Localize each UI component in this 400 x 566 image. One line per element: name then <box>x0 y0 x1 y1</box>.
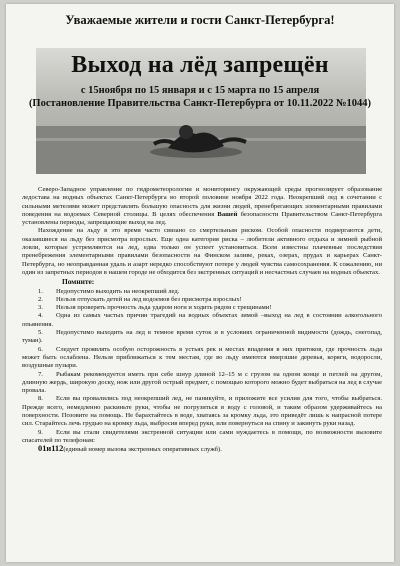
emergency-phone-numbers: 01и112 <box>38 444 64 454</box>
remember-heading: Помните: <box>62 277 95 287</box>
risk-paragraph: Нахождение на льду в это время часто связано со смертельным риском. Особой опасности подвергаются дети, оказавшиеся на льду без присмотра взрослых. Еще одна категория риска – любители активного отдыха и зимней рыбной ловли, которые устремляются на лед, едва только он успеет установиться. Всем известны плачевные последствия пренебрежения элементарными правилами безопасности на Финском заливе, реках, озерах, прудах и карьерах Санкт-Петербурга, но неоправданная удаль и азарт нередко способствуют потере у людей чувства самосохранения. К сожалению, ни один из запретных периодов в нашем городе не обходится без экстренных ситуаций и несчастных случаев на водных объектах. <box>22 227 382 276</box>
emergency-phone-line <box>22 445 382 454</box>
notice-body <box>22 186 382 455</box>
list-item: 4. Одна из самых частых причин трагедий на водных объектах зимой –выход на лед в состоянии алкогольного опьянения. <box>22 312 382 328</box>
list-item: 7. Рыбакам рекомендуется иметь при себе шнур длиной 12–15 м с грузом на одном конце и петлей на другом, длинную жердь, широкую доску, нож или другой острый предмет, с помощью которого можно будет выбраться на лед в случае провала. <box>22 370 382 395</box>
notice-sheet <box>6 4 394 562</box>
list-item: 6. Следует проявлять особую осторожность в устьях рек и местах впадения в них притоков, где прочность льда может быть ослаблена. Нельзя приближаться к тем местам, где во льду имеются вмерзшие деревья, коряги, водоросли, воздушные пузыри. <box>22 345 382 370</box>
list-item: 3. Нельзя проверять прочность льда ударом ноги и ходить рядом с трещинами! <box>38 304 272 312</box>
ban-dates: с 15ноября по 15 января и с 15 марта по 15 апреля <box>80 85 320 96</box>
emphasis-your: Вашей <box>217 210 238 218</box>
intro-paragraph: Северо-Западное управление по гидрометеорологии и мониторингу окружающей среды прогнозирует образование ледостава на водных объектах Санкт-Петербурга во второй половине ноября 2022 года. Неокрепший лед в сочетании с сильными метелями может представлять большую опасность для жизни людей, пренебрегающих элементарными правилами поведения на водоемах Северной столицы. В целях обеспечения Вашей безопасности Правительством Санкт-Петербурга установлены периоды, запрещающие выход на лед. <box>22 186 382 227</box>
list-item: 5. Недопустимо выходить на лед в темное время суток и в условиях ограниченной видимости (дождь, снегопад, туман). <box>22 329 382 345</box>
list-item: 8. Если вы провалились под неокрепший лед, не паникуйте, и приложите все усилия для того, чтобы выбраться. Прежде всего, немедленно раскиньте руки, чтобы не погрузиться в воду с головой, и таким образом удерживайтесь на поверхности. Позовите на помощь. Не барахтайтесь в воде, хватаясь за кромку льда, это приведёт лишь к напрасной потере сил. Старайтесь лечь грудью на кромку льда, выбросив вперед руки, или повернуться на спину и закинуть руки назад. <box>22 395 382 428</box>
greeting-heading: Уважаемые жители и гости Санкт-Петербурга! <box>65 13 335 27</box>
list-item: 9. Если вы стали свидетелями экстренной ситуации или сами нуждаетесь в помощи, по возможности вызовите спасателей по телефонам: <box>22 428 382 444</box>
list-item: 2. Нельзя отпускать детей на лед водоемов без присмотра взрослых! <box>38 295 242 303</box>
list-item: 1. Недопустимо выходить на неокрепший лед. <box>38 287 180 295</box>
decree-reference: (Постановление Правительства Санкт-Петербурга от 10.11.2022 №1044) <box>28 98 372 109</box>
safety-rules-list <box>22 288 382 446</box>
page-title: Выход на лёд запрещён <box>71 52 329 78</box>
emergency-phone-note: (единый номер вызова экстренных оперативных служб). <box>63 446 222 454</box>
